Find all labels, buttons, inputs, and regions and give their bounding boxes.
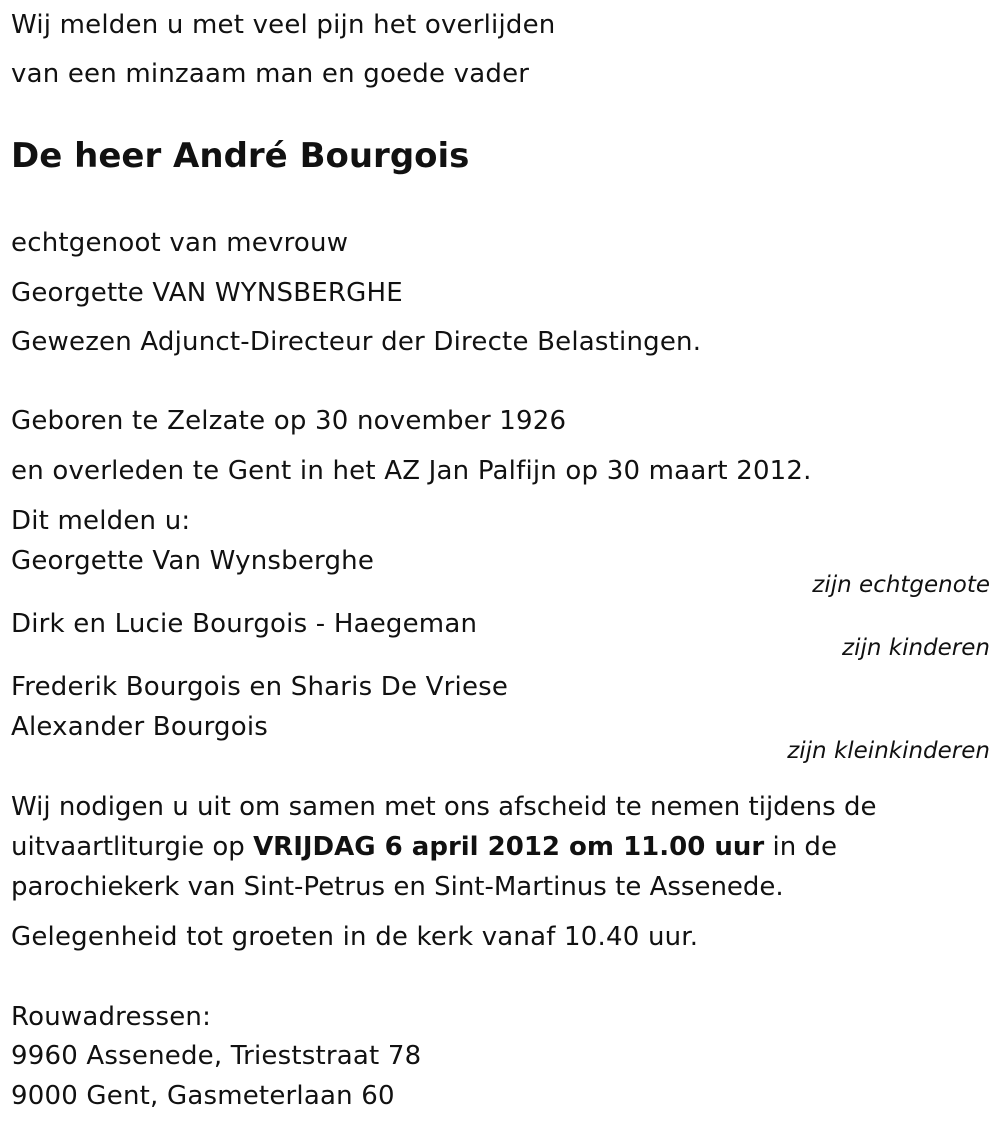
ceremony-text-before: Wij nodigen u uit om samen met ons afscheid te nemen tijdens de uitvaartliturgie op	[11, 792, 877, 862]
announcer-grandchild-2: Alexander Bourgois	[11, 712, 269, 742]
death-line: en overleden te Gent in het AZ Jan Palfijn op 30 maart 2012.	[11, 456, 812, 486]
role-grandchildren: zijn kleinkinderen	[787, 738, 990, 764]
announcer-children: Dirk en Lucie Bourgois - Haegeman	[11, 609, 478, 639]
spouse-intro: echtgenoot van mevrouw	[11, 228, 349, 258]
intro-line-1: Wij melden u met veel pijn het overlijden	[11, 10, 556, 40]
addresses-label: Rouwadressen:	[11, 1002, 212, 1032]
address-2: 9000 Gent, Gasmeterlaan 60	[11, 1081, 395, 1111]
role-children: zijn kinderen	[842, 635, 990, 661]
role-spouse: zijn echtgenote	[812, 572, 990, 598]
deceased-name: De heer André Bourgois	[11, 136, 470, 176]
announcer-grandchild-1: Frederik Bourgois en Sharis De Vriese	[11, 672, 509, 702]
spouse-name: Georgette VAN WYNSBERGHE	[11, 278, 403, 308]
ceremony-paragraph	[11, 787, 991, 907]
birth-line: Geboren te Zelzate op 30 november 1926	[11, 406, 567, 436]
greeting-line: Gelegenheid tot groeten in de kerk vanaf 10.40 uur.	[11, 922, 699, 952]
address-1: 9960 Assenede, Trieststraat 78	[11, 1041, 422, 1071]
ceremony-text-after: in de parochiekerk van Sint-Petrus en Sint-Martinus te Assenede.	[11, 832, 837, 902]
ceremony-date-time: VRIJDAG 6 april 2012 om 11.00 uur	[253, 832, 765, 862]
intro-line-2: van een minzaam man en goede vader	[11, 59, 530, 89]
announcers-intro: Dit melden u:	[11, 506, 191, 536]
announcer-spouse: Georgette Van Wynsberghe	[11, 546, 375, 576]
profession: Gewezen Adjunct-Directeur der Directe Belastingen.	[11, 327, 702, 357]
